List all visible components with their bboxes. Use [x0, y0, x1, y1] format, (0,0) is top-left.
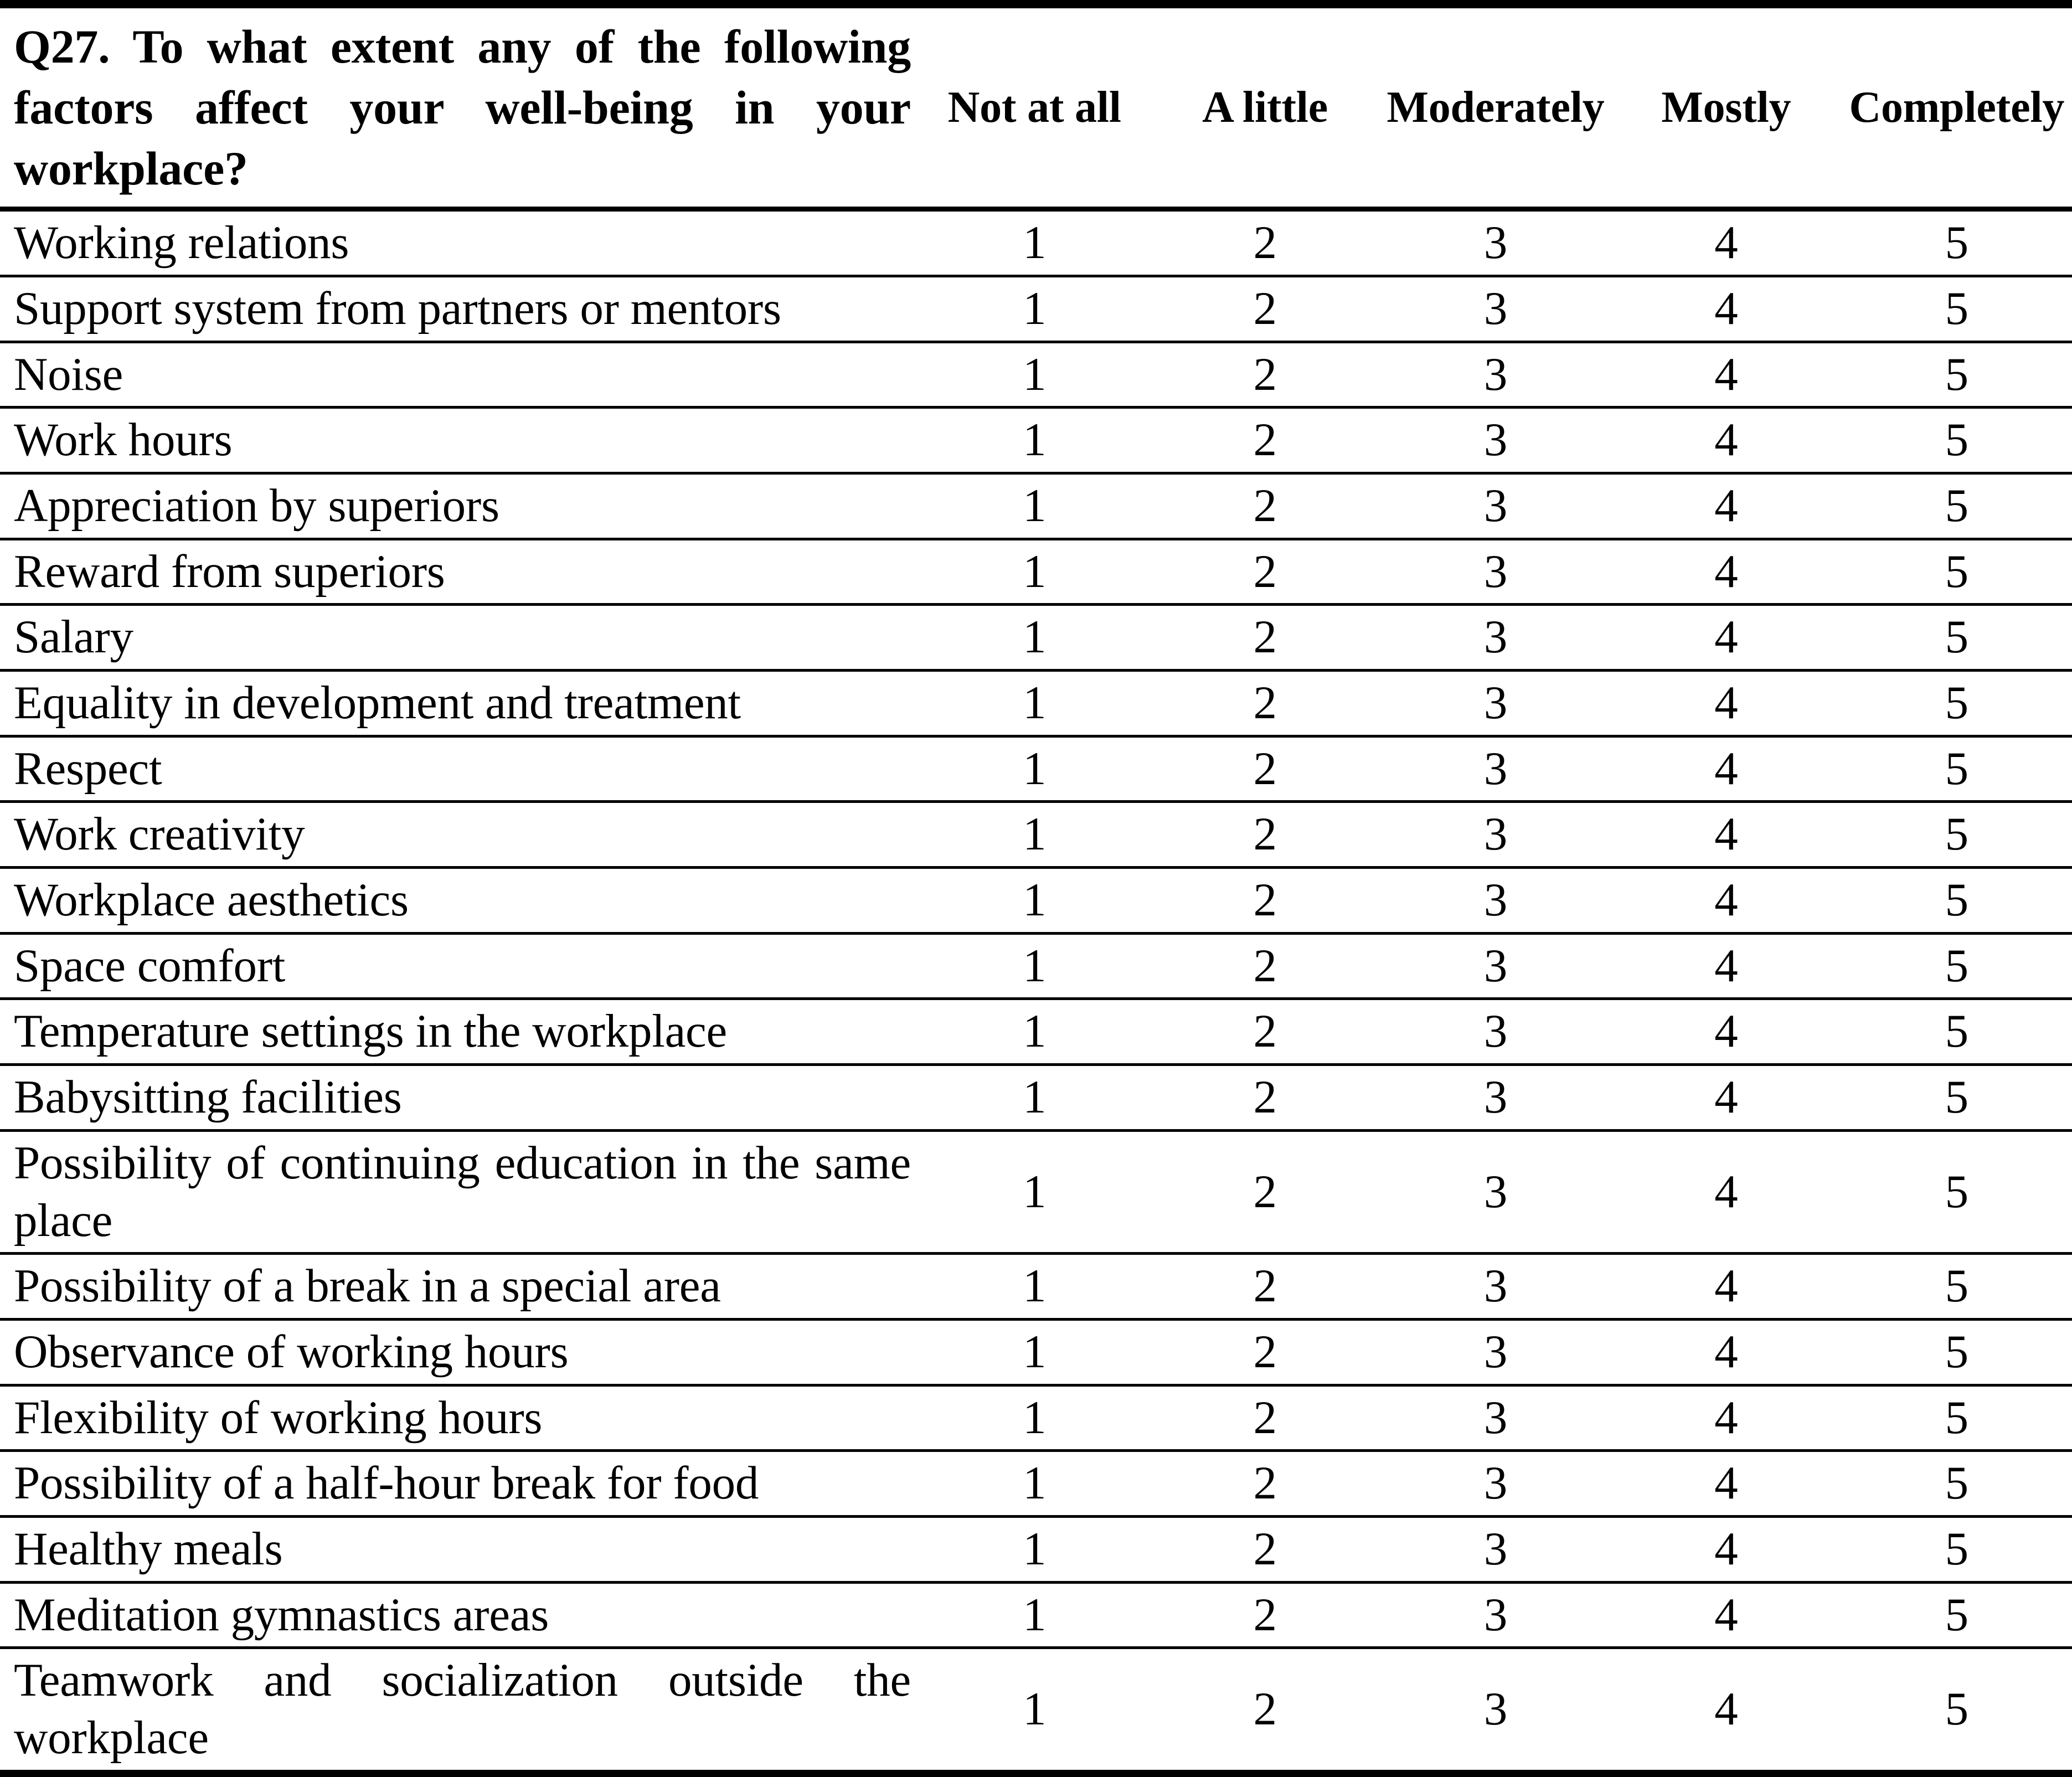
factor-label: Temperature settings in the workplace [14, 1005, 728, 1058]
factor-label: Observance of working hours [14, 1325, 569, 1378]
table-row [0, 1518, 2072, 1584]
table-row [0, 212, 2072, 277]
table-row [0, 277, 2072, 343]
factor-label: Salary [14, 611, 133, 663]
scale-value: 3 [1483, 1522, 1508, 1575]
scale-value: 5 [1945, 874, 1968, 926]
scale-value: 5 [1945, 611, 1968, 663]
scale-value: 4 [1714, 874, 1738, 926]
scale-value: 4 [1714, 677, 1738, 729]
scale-value: 2 [1253, 939, 1277, 992]
scale-value: 5 [1945, 1260, 1968, 1312]
scale-value: 2 [1253, 479, 1277, 532]
scale-value: 3 [1483, 282, 1508, 334]
scale-value: 1 [1023, 1260, 1047, 1312]
scale-value: 5 [1945, 1588, 1968, 1641]
scale-value: 1 [1023, 282, 1047, 334]
scale-value: 4 [1714, 1683, 1738, 1735]
scale-value: 1 [1023, 874, 1047, 926]
table-row [0, 1255, 2072, 1321]
scale-value: 1 [1023, 1522, 1047, 1575]
scale-value: 1 [1023, 1325, 1047, 1378]
scale-value: 1 [1023, 348, 1047, 400]
scale-value: 4 [1714, 1457, 1738, 1510]
scale-value: 3 [1483, 1071, 1508, 1124]
scale-value: 3 [1483, 1588, 1508, 1641]
scale-value: 3 [1483, 1260, 1508, 1312]
scale-value: 1 [1023, 677, 1047, 729]
scale-value: 2 [1253, 217, 1277, 269]
scale-value: 4 [1714, 939, 1738, 992]
factor-label: Appreciation by superiors [14, 479, 499, 532]
scale-value: 3 [1483, 939, 1508, 992]
scale-value: 1 [1023, 808, 1047, 861]
scale-value: 5 [1945, 1325, 1968, 1378]
scale-value: 5 [1945, 677, 1968, 729]
scale-value: 5 [1945, 939, 1968, 992]
scale-value: 3 [1483, 217, 1508, 269]
scale-value: 3 [1483, 677, 1508, 729]
scale-value: 3 [1483, 611, 1508, 663]
scale-value: 4 [1714, 1005, 1738, 1058]
table-row [0, 935, 2072, 1001]
scale-value: 2 [1253, 1457, 1277, 1510]
scale-value: 4 [1714, 545, 1738, 598]
table-row [0, 409, 2072, 475]
scale-value: 5 [1945, 1391, 1968, 1444]
scale-value: 1 [1023, 939, 1047, 992]
scale-value: 1 [1023, 217, 1047, 269]
scale-value: 1 [1023, 1165, 1047, 1218]
scale-value: 5 [1945, 348, 1968, 400]
table-row [0, 606, 2072, 672]
scale-value: 3 [1483, 479, 1508, 532]
scale-value: 1 [1023, 1071, 1047, 1124]
scale-value: 3 [1483, 1391, 1508, 1444]
scale-value: 4 [1714, 282, 1738, 334]
scale-value: 3 [1483, 545, 1508, 598]
scale-value: 2 [1253, 1391, 1277, 1444]
scale-value: 5 [1945, 545, 1968, 598]
header-row [0, 8, 2072, 212]
table-row [0, 1000, 2072, 1066]
table-row [0, 738, 2072, 803]
table-row [0, 1649, 2072, 1769]
scale-value: 2 [1253, 414, 1277, 466]
scale-value: 2 [1253, 1260, 1277, 1312]
scale-value: 2 [1253, 282, 1277, 334]
scale-value: 5 [1945, 1165, 1968, 1218]
scale-value: 2 [1253, 1071, 1277, 1124]
column-header-not-at-all: Not at all [947, 83, 1121, 132]
scale-value: 3 [1483, 1683, 1508, 1735]
scale-value: 4 [1714, 1260, 1738, 1312]
scale-value: 2 [1253, 874, 1277, 926]
scale-value: 2 [1253, 1588, 1277, 1641]
scale-value: 4 [1714, 414, 1738, 466]
scale-value: 3 [1483, 414, 1508, 466]
factor-label: Teamwork and socialization outside the workplace [14, 1654, 911, 1764]
scale-value: 5 [1945, 1071, 1968, 1124]
scale-value: 1 [1023, 1683, 1047, 1735]
table-row [0, 672, 2072, 738]
scale-value: 5 [1945, 217, 1968, 269]
table-row [0, 1452, 2072, 1518]
table-row [0, 803, 2072, 869]
factor-label: Reward from superiors [14, 545, 445, 598]
scale-value: 1 [1023, 1391, 1047, 1444]
table-row [0, 1321, 2072, 1387]
scale-value: 4 [1714, 1522, 1738, 1575]
table-row [0, 869, 2072, 935]
scale-value: 5 [1945, 808, 1968, 861]
scale-value: 2 [1253, 1522, 1277, 1575]
scale-value: 4 [1714, 479, 1738, 532]
scale-value: 3 [1483, 874, 1508, 926]
table-row [0, 1584, 2072, 1650]
column-header-completely: Completely [1849, 83, 2065, 132]
factor-label: Babysitting facilities [14, 1071, 402, 1124]
factor-label: Work hours [14, 414, 233, 466]
scale-value: 5 [1945, 414, 1968, 466]
scale-value: 3 [1483, 1165, 1508, 1218]
scale-value: 5 [1945, 742, 1968, 795]
factor-label: Work creativity [14, 808, 305, 861]
table-row [0, 475, 2072, 540]
scale-value: 5 [1945, 1522, 1968, 1575]
scale-value: 3 [1483, 1325, 1508, 1378]
factor-label: Flexibility of working hours [14, 1391, 543, 1444]
factor-label: Noise [14, 348, 123, 400]
table-row [0, 1066, 2072, 1132]
factor-label: Workplace aesthetics [14, 874, 409, 926]
column-header-moderately: Moderately [1387, 83, 1605, 132]
factor-label: Support system from partners or mentors [14, 282, 781, 334]
factor-label: Meditation gymnastics areas [14, 1588, 549, 1641]
scale-value: 5 [1945, 1683, 1968, 1735]
scale-value: 2 [1253, 348, 1277, 400]
scale-value: 1 [1023, 545, 1047, 598]
scale-value: 3 [1483, 742, 1508, 795]
scale-value: 4 [1714, 217, 1738, 269]
scale-value: 5 [1945, 479, 1968, 532]
table-row [0, 1387, 2072, 1452]
scale-value: 1 [1023, 742, 1047, 795]
table-row [0, 540, 2072, 606]
scale-value: 3 [1483, 808, 1508, 861]
scale-value: 4 [1714, 742, 1738, 795]
factor-label: Possibility of a break in a special area [14, 1260, 721, 1312]
scale-value: 4 [1714, 1325, 1738, 1378]
scale-value: 4 [1714, 1071, 1738, 1124]
table-row [0, 343, 2072, 409]
scale-value: 5 [1945, 1457, 1968, 1510]
scale-value: 2 [1253, 611, 1277, 663]
scale-value: 2 [1253, 545, 1277, 598]
scale-value: 2 [1253, 808, 1277, 861]
scale-value: 5 [1945, 1005, 1968, 1058]
scale-value: 4 [1714, 808, 1738, 861]
scale-value: 3 [1483, 348, 1508, 400]
factor-label: Healthy meals [14, 1522, 283, 1575]
scale-value: 2 [1253, 1165, 1277, 1218]
question-text: Q27. To what extent any of the following factors affect your well-being in your workplace? [14, 20, 911, 195]
scale-value: 1 [1023, 1588, 1047, 1641]
column-header-a-little: A little [1202, 83, 1328, 132]
scale-value: 4 [1714, 611, 1738, 663]
scale-value: 1 [1023, 611, 1047, 663]
scale-value: 2 [1253, 1005, 1277, 1058]
column-header-mostly: Mostly [1661, 83, 1791, 132]
scale-value: 4 [1714, 348, 1738, 400]
factor-label: Equality in development and treatment [14, 677, 741, 729]
scale-value: 1 [1023, 414, 1047, 466]
factor-label: Space comfort [14, 939, 286, 992]
scale-value: 4 [1714, 1391, 1738, 1444]
scale-value: 2 [1253, 1325, 1277, 1378]
scale-value: 3 [1483, 1005, 1508, 1058]
scale-value: 5 [1945, 282, 1968, 334]
factor-label: Possibility of continuing education in the same place [14, 1136, 911, 1247]
table-row [0, 1132, 2072, 1255]
factor-label: Respect [14, 742, 162, 795]
scale-value: 1 [1023, 1005, 1047, 1058]
scale-value: 4 [1714, 1588, 1738, 1641]
scale-value: 2 [1253, 742, 1277, 795]
scale-value: 1 [1023, 1457, 1047, 1510]
table-body [0, 212, 2072, 1770]
scale-value: 2 [1253, 677, 1277, 729]
scale-value: 4 [1714, 1165, 1738, 1218]
factor-label: Possibility of a half-hour break for food [14, 1457, 759, 1510]
factor-label: Working relations [14, 217, 349, 269]
scale-value: 3 [1483, 1457, 1508, 1510]
scale-value: 2 [1253, 1683, 1277, 1735]
scale-value: 1 [1023, 479, 1047, 532]
